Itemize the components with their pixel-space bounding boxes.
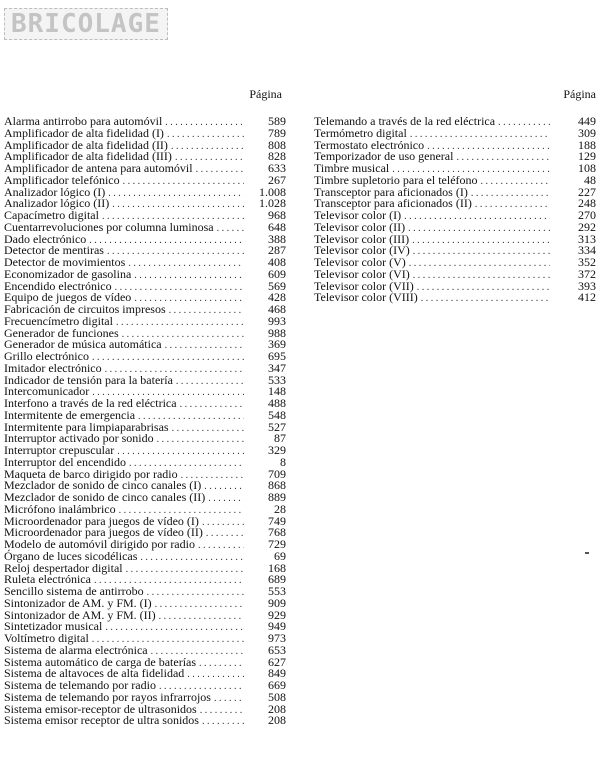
entry-page-number: 949 — [268, 619, 286, 634]
dot-leader — [417, 282, 550, 294]
entry-title: Analizador lógico (II) — [4, 196, 110, 211]
entry-page-number: 868 — [268, 478, 286, 493]
entry-page-number: 569 — [268, 278, 286, 293]
entry-title: Sintonizador de AM. y FM. (II) — [4, 607, 156, 622]
entry-page-number: 309 — [578, 125, 596, 140]
entry-page-number: 69 — [274, 548, 286, 563]
entry-title: Encendido electrónico — [4, 278, 112, 293]
dot-leader — [167, 129, 244, 141]
entry-title: Sistema emisor receptor de ultra sonidos — [4, 713, 199, 728]
dot-leader — [116, 317, 244, 329]
dot-leader — [475, 199, 550, 211]
index-entry — [4, 715, 286, 727]
entry-page-number: 48 — [584, 172, 596, 187]
entry-page-number: 633 — [268, 161, 286, 175]
entry-page-number: 828 — [268, 149, 286, 164]
entry-title: Sistema de alarma electrónica — [4, 642, 148, 657]
dot-leader — [157, 434, 244, 446]
entry-page-number: 508 — [268, 689, 286, 704]
index-entry — [314, 292, 596, 304]
dot-leader — [169, 305, 244, 317]
dot-leader — [171, 141, 244, 153]
entry-title: Equipo de juegos de vídeo — [4, 290, 132, 305]
dot-leader — [196, 164, 244, 176]
entry-title: Televisor color (I) — [314, 208, 402, 222]
dot-leader — [498, 117, 550, 129]
dot-leader — [481, 176, 550, 188]
entry-title: Amplificador de alta fidelidad (III) — [4, 149, 172, 164]
entry-title: Temporizador de uso general — [314, 149, 454, 164]
dot-leader — [92, 352, 244, 364]
entry-title: Televisor color (II) — [314, 219, 406, 234]
right-index-column — [314, 86, 596, 304]
entry-title: Mezclador de sonido de cinco canales (I) — [4, 478, 202, 493]
entry-title: Televisor color (VIII) — [314, 290, 418, 305]
dot-leader — [176, 376, 244, 388]
entry-page-number: 292 — [578, 219, 596, 234]
dot-leader — [89, 235, 244, 247]
entry-title: Modelo de automóvil dirigido por radio — [4, 537, 195, 551]
entry-page-number: 973 — [268, 631, 286, 645]
entry-page-number: 352 — [578, 255, 596, 269]
entry-title: Televisor color (VI) — [314, 266, 410, 281]
entry-title: Cuentarrevoluciones por columna luminosa — [4, 219, 214, 234]
entry-title: Sencillo sistema de antirrobo — [4, 584, 144, 598]
entry-title: Generador de funciones — [4, 325, 119, 340]
entry-page-number: 627 — [268, 654, 286, 669]
entry-title: Televisor color (IV) — [314, 243, 410, 258]
entry-title: Amplificador de alta fidelidad (I) — [4, 125, 164, 140]
entry-page-number: 695 — [268, 349, 286, 363]
entry-title: Maqueta de barco dirigido por radio — [4, 466, 178, 481]
dot-leader — [202, 517, 244, 529]
entry-title: Amplificador de antena para automóvil — [4, 161, 193, 175]
entry-page-number: 208 — [268, 701, 286, 716]
entry-page-number: 369 — [268, 337, 286, 352]
entry-title: Interruptor del encendido — [4, 454, 126, 469]
entry-page-number: 270 — [578, 208, 596, 222]
entry-title: Interruptor activado por sonido — [4, 431, 154, 446]
dot-leader — [409, 258, 550, 270]
entry-title: Interruptor crepuscular — [4, 443, 115, 457]
entry-page-number: 689 — [268, 572, 286, 587]
entry-page-number: 609 — [268, 266, 286, 281]
entry-page-number: 808 — [268, 137, 286, 152]
dot-leader — [198, 540, 244, 552]
dot-leader — [117, 446, 244, 458]
entry-page-number: 329 — [268, 443, 286, 457]
entry-page-number: 227 — [578, 184, 596, 199]
entry-page-number: 669 — [268, 678, 286, 692]
entry-title: Intermitente para limpiaparabrisas — [4, 419, 169, 434]
entry-title: Intermitente de emergencia — [4, 407, 136, 422]
dot-leader — [108, 188, 244, 200]
entry-title: Frecuencímetro digital — [4, 313, 113, 328]
entry-page-number: 347 — [268, 360, 286, 375]
entry-page-number: 527 — [268, 419, 286, 434]
entry-page-number: 729 — [268, 537, 286, 551]
entry-title: Mezclador de sonido de cinco canales (II) — [4, 490, 206, 504]
dot-leader — [128, 258, 244, 270]
dot-leader — [155, 599, 244, 611]
entry-title: Capacímetro digital — [4, 208, 99, 222]
dot-leader — [412, 235, 550, 247]
entry-title: Economizador de gasolina — [4, 266, 132, 281]
entry-page-number: 108 — [578, 161, 596, 175]
entry-title: Voltímetro digital — [4, 631, 89, 645]
dot-leader — [147, 587, 244, 599]
entry-title: Detector de mentiras — [4, 243, 104, 258]
entry-title: Transceptor para aficionados (I) — [314, 184, 468, 199]
entry-page-number: 412 — [578, 290, 596, 305]
entry-page-number: 548 — [268, 407, 286, 422]
dot-leader — [159, 611, 244, 623]
entry-title: Microordenador para juegos de vídeo (I) — [4, 513, 199, 528]
dot-leader — [180, 399, 244, 411]
left-index-column — [4, 86, 286, 727]
entry-title: Microordenador para juegos de vídeo (II) — [4, 525, 203, 540]
entry-page-number: 1.028 — [259, 196, 286, 211]
entry-page-number: 988 — [268, 325, 286, 340]
dot-leader — [123, 176, 244, 188]
entry-title: Reloj despertador digital — [4, 560, 123, 575]
entry-page-number: 372 — [578, 266, 596, 281]
entry-page-number: 929 — [268, 607, 286, 622]
entry-page-number: 968 — [268, 208, 286, 222]
entry-page-number: 28 — [274, 501, 286, 516]
entry-title: Termómetro digital — [314, 125, 407, 140]
entry-page-number: 553 — [268, 584, 286, 598]
dot-leader — [200, 705, 244, 717]
entry-page-number: 468 — [268, 302, 286, 316]
entry-title: Amplificador de alta fidelidad (II) — [4, 137, 168, 152]
page-column-header: Página — [563, 87, 596, 101]
entry-page-number: 993 — [268, 313, 286, 328]
entry-title: Intercomunicador — [4, 384, 90, 399]
entry-title: Dado electrónico — [4, 231, 87, 246]
entry-title: Interfono a través de la red eléctrica — [4, 396, 177, 410]
entry-title: Telemando a través de la red eléctrica — [314, 114, 496, 128]
entry-title: Transceptor para aficionados (II) — [314, 196, 472, 211]
dot-leader — [134, 270, 244, 282]
entry-title: Micrófono inalámbrico — [4, 501, 116, 516]
dot-leader — [413, 270, 550, 282]
entry-page-number: 589 — [268, 114, 286, 128]
dot-leader — [140, 552, 244, 564]
entry-page-number: 889 — [268, 490, 286, 504]
left-entry-list — [4, 116, 286, 727]
dot-leader — [413, 246, 550, 258]
entry-title: Sistema emisor-receptor de ultrasonidos — [4, 701, 197, 716]
dot-leader — [214, 693, 244, 705]
entry-title: Televisor color (III) — [314, 231, 410, 246]
dot-leader — [204, 481, 244, 493]
entry-title: Sistema de telemando por rayos infrarrojos — [4, 689, 211, 704]
dot-leader — [421, 293, 550, 305]
entry-page-number: 388 — [268, 231, 286, 246]
dot-leader — [126, 564, 244, 576]
entry-page-number: 1.008 — [259, 184, 286, 199]
entry-page-number: 749 — [268, 513, 286, 528]
entry-page-number: 313 — [578, 231, 596, 246]
entry-title: Fabricación de circuitos impresos — [4, 302, 166, 316]
entry-title: Amplificador telefónico — [4, 172, 120, 187]
entry-title: Sintonizador de AM. y FM. (I) — [4, 595, 152, 610]
entry-title: Órgano de luces sicodélicas — [4, 548, 138, 563]
entry-page-number: 488 — [268, 396, 286, 410]
dot-leader — [410, 129, 550, 141]
right-entry-list — [314, 116, 596, 304]
dot-leader — [456, 152, 550, 164]
entry-page-number: 709 — [268, 466, 286, 481]
entry-title: Alarma antirrobo para automóvil — [4, 114, 163, 128]
entry-title: Detector de movimientos — [4, 255, 126, 269]
entry-title: Sistema automático de carga de baterías — [4, 654, 197, 669]
entry-title: Sistema de telemando por radio — [4, 678, 156, 692]
entry-page-number: 849 — [268, 666, 286, 681]
dot-leader — [202, 716, 244, 728]
entry-page-number: 408 — [268, 255, 286, 269]
entry-page-number: 768 — [268, 525, 286, 540]
entry-page-number: 789 — [268, 125, 286, 140]
entry-title: Grillo electrónico — [4, 349, 89, 363]
header-title: BRICOLAGE — [4, 8, 168, 40]
entry-title: Imitador electrónico — [4, 360, 102, 375]
entry-page-number: 87 — [274, 431, 286, 446]
entry-page-number: 168 — [268, 560, 286, 575]
entry-title: Ruleta electrónica — [4, 572, 91, 587]
dot-leader — [112, 199, 244, 211]
entry-title: Televisor color (VII) — [314, 278, 414, 293]
dot-leader — [404, 211, 550, 223]
entry-page-number: 449 — [578, 114, 596, 128]
entry-title: Timbre musical — [314, 161, 390, 175]
entry-title: Termostato electrónico — [314, 137, 425, 152]
entry-title: Timbre supletorio para el teléfono — [314, 172, 478, 187]
entry-page-number: 267 — [268, 172, 286, 187]
dot-leader — [105, 622, 244, 634]
entry-page-number: 188 — [578, 137, 596, 152]
entry-page-number: 428 — [268, 290, 286, 305]
entry-page-number: 653 — [268, 642, 286, 657]
entry-title: Indicador de tensión para la batería — [4, 372, 173, 387]
entry-title: Sistema de altavoces de alta fidelidad — [4, 666, 185, 681]
entry-page-number: 148 — [268, 384, 286, 399]
dot-leader — [187, 669, 244, 681]
entry-page-number: 909 — [268, 595, 286, 610]
entry-page-number: 208 — [268, 713, 286, 728]
entry-page-number: 287 — [268, 243, 286, 258]
dot-leader — [217, 223, 244, 235]
dot-leader — [408, 223, 550, 235]
entry-page-number: 334 — [578, 243, 596, 258]
dot-leader — [165, 340, 244, 352]
stray-mark — [585, 552, 589, 554]
dot-leader — [172, 423, 244, 435]
dot-leader — [206, 528, 244, 540]
dot-leader — [165, 117, 244, 129]
entry-page-number: 129 — [578, 149, 596, 164]
entry-page-number: 393 — [578, 278, 596, 293]
dot-leader — [208, 493, 244, 505]
entry-title: Generador de música automática — [4, 337, 162, 352]
entry-title: Analizador lógico (I) — [4, 184, 106, 199]
dot-leader — [199, 658, 244, 670]
entry-page-number: 248 — [578, 196, 596, 211]
entry-page-number: 533 — [268, 372, 286, 387]
entry-title: Sintetizador musical — [4, 619, 103, 634]
entry-title: Televisor color (V) — [314, 255, 406, 269]
dot-leader — [471, 188, 550, 200]
entry-page-number: 648 — [268, 219, 286, 234]
entry-page-number: 8 — [280, 454, 286, 469]
page-column-header: Página — [249, 87, 282, 101]
